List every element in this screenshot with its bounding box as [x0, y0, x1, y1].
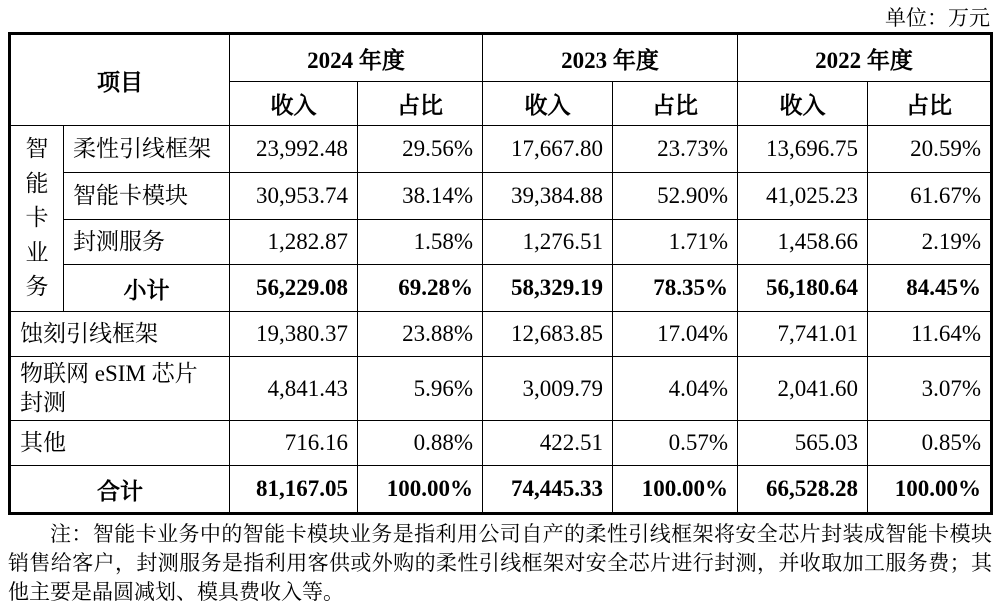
cell-revenue-2022: 2,041.60: [738, 357, 868, 421]
row-label-subtotal: 小计: [64, 265, 230, 312]
cell-revenue-2023: 1,276.51: [483, 220, 613, 265]
unit-label: 单位：万元: [885, 6, 990, 30]
cell-share-2024: 69.28%: [358, 265, 483, 312]
cell-revenue-2022: 565.03: [738, 421, 868, 466]
cell-revenue-2023: 422.51: [483, 421, 613, 466]
cell-revenue-2022: 41,025.23: [738, 173, 868, 220]
cell-revenue-2024: 1,282.87: [230, 220, 358, 265]
cell-share-2024: 38.14%: [358, 173, 483, 220]
cell-share-2023: 1.71%: [613, 220, 738, 265]
cell-revenue-2024: 4,841.43: [230, 357, 358, 421]
row-label: 其他: [10, 421, 230, 466]
cell-share-2024: 0.88%: [358, 421, 483, 466]
group-label-text: 智能卡业务: [25, 136, 49, 300]
cell-share-2022: 61.67%: [868, 173, 992, 220]
cell-revenue-2023: 3,009.79: [483, 357, 613, 421]
cell-revenue-2024: 56,229.08: [230, 265, 358, 312]
header-share-2024: 占比: [358, 82, 483, 126]
cell-share-2023: 52.90%: [613, 173, 738, 220]
cell-revenue-2022: 7,741.01: [738, 312, 868, 357]
cell-revenue-2023: 58,329.19: [483, 265, 613, 312]
row-label-total: 合计: [10, 466, 230, 514]
cell-share-2023: 4.04%: [613, 357, 738, 421]
cell-revenue-2024: 81,167.05: [230, 466, 358, 514]
cell-share-2024: 23.88%: [358, 312, 483, 357]
row-label: 柔性引线框架: [64, 126, 230, 173]
cell-revenue-2022: 56,180.64: [738, 265, 868, 312]
cell-revenue-2023: 74,445.33: [483, 466, 613, 514]
header-row-years: [10, 34, 992, 82]
header-revenue-2023: 收入: [483, 82, 613, 126]
cell-revenue-2023: 17,667.80: [483, 126, 613, 173]
row-label: 智能卡模块: [64, 173, 230, 220]
header-share-2022: 占比: [868, 82, 992, 126]
cell-revenue-2022: 13,696.75: [738, 126, 868, 173]
table-row: [10, 357, 992, 421]
total-row: [10, 466, 992, 514]
cell-revenue-2024: 23,992.48: [230, 126, 358, 173]
header-share-2023: 占比: [613, 82, 738, 126]
row-label: 物联网 eSIM 芯片封测: [10, 357, 230, 421]
row-label: 蚀刻引线框架: [10, 312, 230, 357]
revenue-table: [8, 32, 993, 515]
cell-share-2024: 100.00%: [358, 466, 483, 514]
cell-share-2023: 0.57%: [613, 421, 738, 466]
subtotal-row: [10, 265, 992, 312]
group-label-smartcard: [10, 126, 64, 312]
header-year-2022: 2022 年度: [738, 34, 992, 82]
table-row: [10, 220, 992, 265]
cell-revenue-2024: 19,380.37: [230, 312, 358, 357]
cell-share-2022: 11.64%: [868, 312, 992, 357]
cell-share-2024: 5.96%: [358, 357, 483, 421]
cell-share-2023: 23.73%: [613, 126, 738, 173]
footnote: 注：智能卡业务中的智能卡模块业务是指利用公司自产的柔性引线框架将安全芯片封装成智能卡模块销售给客户，封测服务是指利用客供或外购的柔性引线框架对安全芯片进行封测，并收取加工服务费；其他主要是晶圆减划、模具费收入等。: [8, 522, 992, 604]
cell-share-2022: 84.45%: [868, 265, 992, 312]
cell-share-2022: 3.07%: [868, 357, 992, 421]
cell-revenue-2022: 66,528.28: [738, 466, 868, 514]
cell-share-2023: 78.35%: [613, 265, 738, 312]
cell-share-2024: 1.58%: [358, 220, 483, 265]
header-revenue-2024: 收入: [230, 82, 358, 126]
header-item: 项目: [10, 34, 230, 126]
header-revenue-2022: 收入: [738, 82, 868, 126]
cell-revenue-2024: 30,953.74: [230, 173, 358, 220]
table-row: [10, 421, 992, 466]
cell-revenue-2023: 12,683.85: [483, 312, 613, 357]
header-year-2024: 2024 年度: [230, 34, 483, 82]
row-label: 封测服务: [64, 220, 230, 265]
table-row: [10, 173, 992, 220]
table-row: [10, 126, 992, 173]
cell-revenue-2024: 716.16: [230, 421, 358, 466]
cell-share-2024: 29.56%: [358, 126, 483, 173]
cell-share-2022: 100.00%: [868, 466, 992, 514]
cell-share-2022: 20.59%: [868, 126, 992, 173]
cell-share-2023: 17.04%: [613, 312, 738, 357]
cell-share-2022: 2.19%: [868, 220, 992, 265]
cell-share-2023: 100.00%: [613, 466, 738, 514]
cell-revenue-2023: 39,384.88: [483, 173, 613, 220]
cell-revenue-2022: 1,458.66: [738, 220, 868, 265]
table-row: [10, 312, 992, 357]
cell-share-2022: 0.85%: [868, 421, 992, 466]
header-year-2023: 2023 年度: [483, 34, 738, 82]
